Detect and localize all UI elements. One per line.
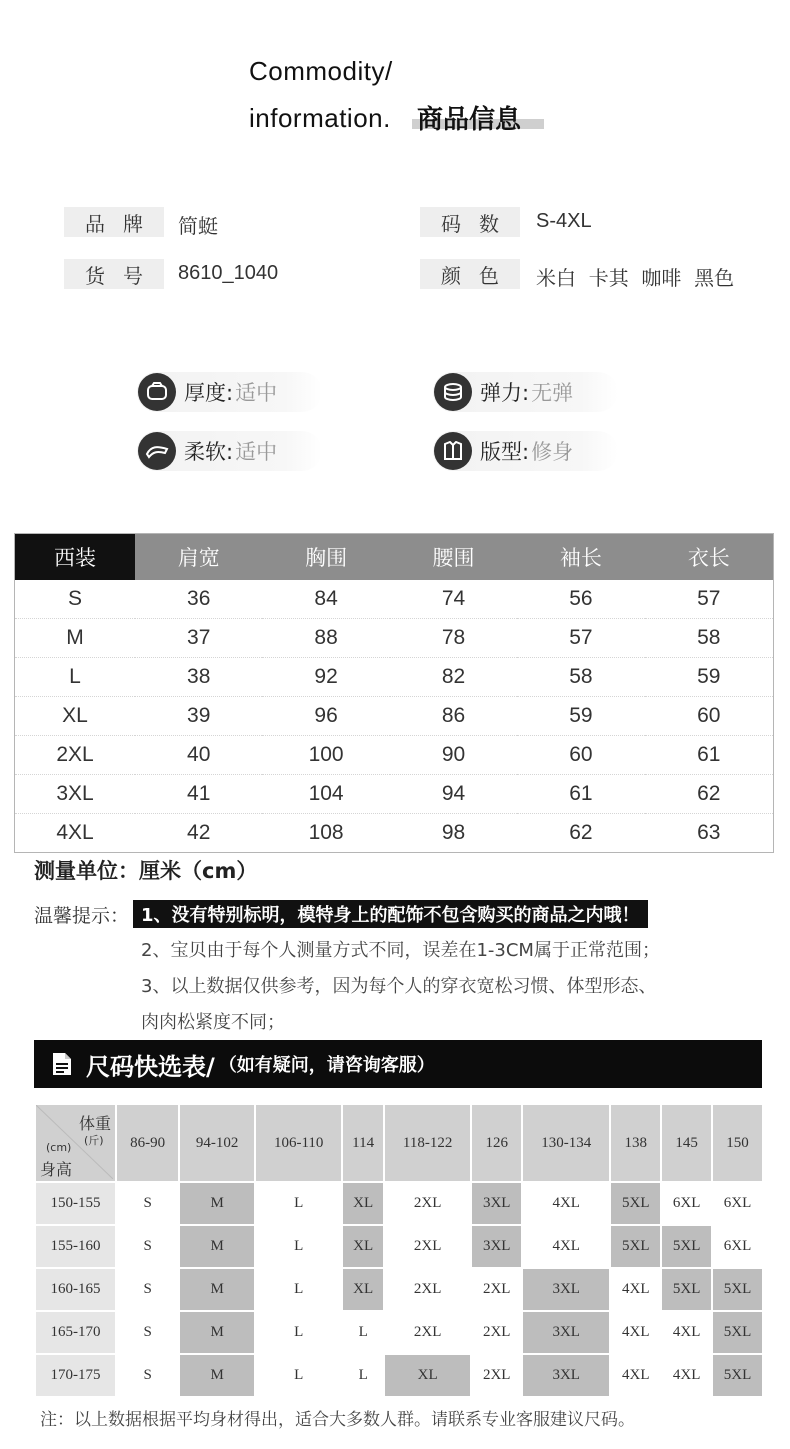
size-cell: 5XL [611, 1183, 660, 1224]
table-cell: 58 [645, 619, 774, 658]
size-cell: XL [343, 1269, 383, 1310]
table-cell: 82 [390, 658, 517, 697]
brand-label: 品牌 [64, 207, 164, 237]
table-cell: 104 [262, 775, 389, 814]
table-cell: 98 [390, 814, 517, 853]
tip-line-4: 肉肉松紧度不同； [141, 1012, 285, 1033]
header-cell: 肩宽 [135, 534, 262, 581]
size-cell: 5XL [713, 1312, 762, 1353]
table-cell: 4XL [15, 814, 136, 853]
tip-line-3: 3、以上数据仅供参考，因为每个人的穿衣宽松习惯、体型形态、 [141, 976, 657, 997]
size-cell: 6XL [662, 1183, 711, 1224]
brand-value: 简蜓 [178, 214, 218, 238]
feature-key: 弹力: [480, 381, 530, 405]
table-row [15, 580, 774, 619]
table-cell: 3XL [15, 775, 136, 814]
size-cell: XL [385, 1355, 470, 1396]
footnote: 注：以上数据根据平均身材得出，适合大多数人群。请联系专业客服建议尺码。 [40, 1410, 635, 1430]
weight-header: 130-134 [523, 1105, 609, 1181]
item-no-value: 8610_1040 [178, 262, 279, 284]
size-cell: L [256, 1183, 341, 1224]
size-cell: 3XL [523, 1312, 609, 1353]
size-cell: M [180, 1355, 254, 1396]
size-cell: L [256, 1312, 341, 1353]
size-cell: 5XL [611, 1226, 660, 1267]
header-cell: 衣长 [645, 534, 774, 581]
table-cell: 90 [390, 736, 517, 775]
size-cell: 5XL [713, 1355, 762, 1396]
size-cell: 2XL [385, 1269, 470, 1310]
size-cell: 5XL [713, 1269, 762, 1310]
weight-header: 94-102 [180, 1105, 254, 1181]
size-cell: M [180, 1226, 254, 1267]
feature-value: 适中 [235, 440, 278, 464]
weight-header-row [36, 1105, 762, 1181]
feature-value: 无弹 [531, 381, 574, 405]
height-cell: 150-155 [36, 1183, 115, 1224]
table-cell: 61 [645, 736, 774, 775]
header-cell: 胸围 [262, 534, 389, 581]
table-cell: 78 [390, 619, 517, 658]
table-cell: 96 [262, 697, 389, 736]
size-cell: 2XL [385, 1226, 470, 1267]
feature-thickness [137, 372, 322, 412]
table-row [36, 1183, 762, 1224]
size-cell: 3XL [472, 1183, 521, 1224]
table-row [15, 775, 774, 814]
table-cell: 63 [645, 814, 774, 853]
size-cell: 5XL [662, 1269, 711, 1310]
table-cell: 40 [135, 736, 262, 775]
size-cell: L [256, 1226, 341, 1267]
table-cell: L [15, 658, 136, 697]
header-cell: 腰围 [390, 534, 517, 581]
size-cell: 4XL [662, 1355, 711, 1396]
size-cell: 3XL [523, 1355, 609, 1396]
height-cell: 165-170 [36, 1312, 115, 1353]
size-cell: S [117, 1269, 178, 1310]
table-cell: 86 [390, 697, 517, 736]
table-cell: 60 [645, 697, 774, 736]
corner-height: 身高 [40, 1160, 73, 1179]
header-en-line2: information. [249, 103, 391, 133]
feature-key: 柔软: [184, 440, 234, 464]
feature-value: 适中 [235, 381, 278, 405]
table-cell: 84 [262, 580, 389, 619]
size-cell: S [117, 1226, 178, 1267]
corner-weight: 体重 [78, 1114, 111, 1133]
size-cell: L [343, 1355, 383, 1396]
table-cell: 59 [517, 697, 644, 736]
table-row [15, 658, 774, 697]
header-cell: 西装 [15, 534, 136, 581]
table-row [36, 1226, 762, 1267]
weight-header: 145 [662, 1105, 711, 1181]
header-en-line1: Commodity/ [249, 56, 393, 86]
height-cell: 170-175 [36, 1355, 115, 1396]
tip-line-2: 2、宝贝由于每个人测量方式不同，误差在1-3CM属于正常范围； [141, 940, 660, 961]
height-cell: 160-165 [36, 1269, 115, 1310]
item-no-label: 货号 [64, 259, 164, 289]
size-cell: 2XL [385, 1183, 470, 1224]
weight-header: 106-110 [256, 1105, 341, 1181]
corner-weight-unit: (斤) [84, 1134, 104, 1147]
size-cell: 4XL [611, 1312, 660, 1353]
quick-table-subtitle: （如有疑问，请咨询客服） [218, 1055, 435, 1076]
quick-size-table [34, 1103, 764, 1398]
size-cell: L [343, 1312, 383, 1353]
size-cell: S [117, 1312, 178, 1353]
color-value: 米白 卡其 咖啡 黑色 [536, 266, 735, 290]
page-title: 商品信息 [417, 105, 522, 135]
tips-label: 温馨提示： [34, 905, 130, 927]
table-cell: 57 [645, 580, 774, 619]
table-row [36, 1355, 762, 1396]
table-cell: 92 [262, 658, 389, 697]
table-cell: 59 [645, 658, 774, 697]
table-row [15, 619, 774, 658]
size-cell: S [117, 1355, 178, 1396]
size-table [14, 533, 774, 853]
size-cell: M [180, 1312, 254, 1353]
weight-header: 86-90 [117, 1105, 178, 1181]
size-cell: 4XL [611, 1355, 660, 1396]
document-icon [52, 1052, 72, 1076]
size-range-value: S-4XL [536, 210, 592, 232]
fit-icon [434, 432, 472, 470]
table-cell: 42 [135, 814, 262, 853]
table-cell: M [15, 619, 136, 658]
color-label: 颜色 [420, 259, 520, 289]
table-cell: 108 [262, 814, 389, 853]
weight-header: 126 [472, 1105, 521, 1181]
size-cell: S [117, 1183, 178, 1224]
table-cell: 41 [135, 775, 262, 814]
table-cell: XL [15, 697, 136, 736]
size-table-header [15, 534, 774, 581]
size-cell: 4XL [611, 1269, 660, 1310]
table-cell: 62 [645, 775, 774, 814]
size-cell: 4XL [523, 1183, 609, 1224]
table-cell: S [15, 580, 136, 619]
corner-cm: (cm) [46, 1141, 72, 1154]
feature-key: 厚度: [184, 381, 234, 405]
size-cell: M [180, 1183, 254, 1224]
table-cell: 36 [135, 580, 262, 619]
feature-key: 版型: [480, 440, 530, 464]
size-cell: 6XL [713, 1226, 762, 1267]
size-cell: 3XL [472, 1226, 521, 1267]
thickness-icon [138, 373, 176, 411]
weight-header: 150 [713, 1105, 762, 1181]
table-cell: 62 [517, 814, 644, 853]
size-cell: 6XL [713, 1183, 762, 1224]
tip-line-1: 1、没有特别标明，模特身上的配饰不包含购买的商品之内哦！ [133, 900, 648, 928]
size-cell: 2XL [472, 1269, 521, 1310]
table-row [15, 736, 774, 775]
table-cell: 38 [135, 658, 262, 697]
quick-table-title: 尺码快选表/ [86, 1052, 215, 1081]
table-cell: 56 [517, 580, 644, 619]
table-cell: 100 [262, 736, 389, 775]
size-cell: 2XL [472, 1355, 521, 1396]
measurement-unit: 测量单位：厘米（cm） [34, 859, 258, 883]
size-cell: 2XL [385, 1312, 470, 1353]
table-cell: 2XL [15, 736, 136, 775]
feature-fit [433, 431, 618, 471]
feature-value: 修身 [531, 440, 574, 464]
table-row [15, 697, 774, 736]
table-cell: 57 [517, 619, 644, 658]
size-cell: XL [343, 1226, 383, 1267]
table-row [36, 1312, 762, 1353]
table-cell: 61 [517, 775, 644, 814]
size-cell: 4XL [662, 1312, 711, 1353]
weight-header: 118-122 [385, 1105, 470, 1181]
feature-softness [137, 431, 322, 471]
softness-icon [138, 432, 176, 470]
table-cell: 60 [517, 736, 644, 775]
corner-cell [36, 1105, 115, 1181]
header-cell: 袖长 [517, 534, 644, 581]
size-cell: 3XL [523, 1269, 609, 1310]
table-row [15, 814, 774, 853]
size-cell: 4XL [523, 1226, 609, 1267]
height-cell: 155-160 [36, 1226, 115, 1267]
size-cell: L [256, 1269, 341, 1310]
table-cell: 58 [517, 658, 644, 697]
table-cell: 94 [390, 775, 517, 814]
weight-header: 138 [611, 1105, 660, 1181]
quick-table-banner [34, 1040, 762, 1088]
table-row [36, 1269, 762, 1310]
table-cell: 39 [135, 697, 262, 736]
elasticity-icon [434, 373, 472, 411]
table-cell: 74 [390, 580, 517, 619]
table-cell: 88 [262, 619, 389, 658]
size-cell: 2XL [472, 1312, 521, 1353]
size-cell: L [256, 1355, 341, 1396]
table-cell: 37 [135, 619, 262, 658]
size-cell: 5XL [662, 1226, 711, 1267]
size-cell: XL [343, 1183, 383, 1224]
weight-header: 114 [343, 1105, 383, 1181]
size-range-label: 码数 [420, 207, 520, 237]
size-cell: M [180, 1269, 254, 1310]
feature-elasticity [433, 372, 618, 412]
